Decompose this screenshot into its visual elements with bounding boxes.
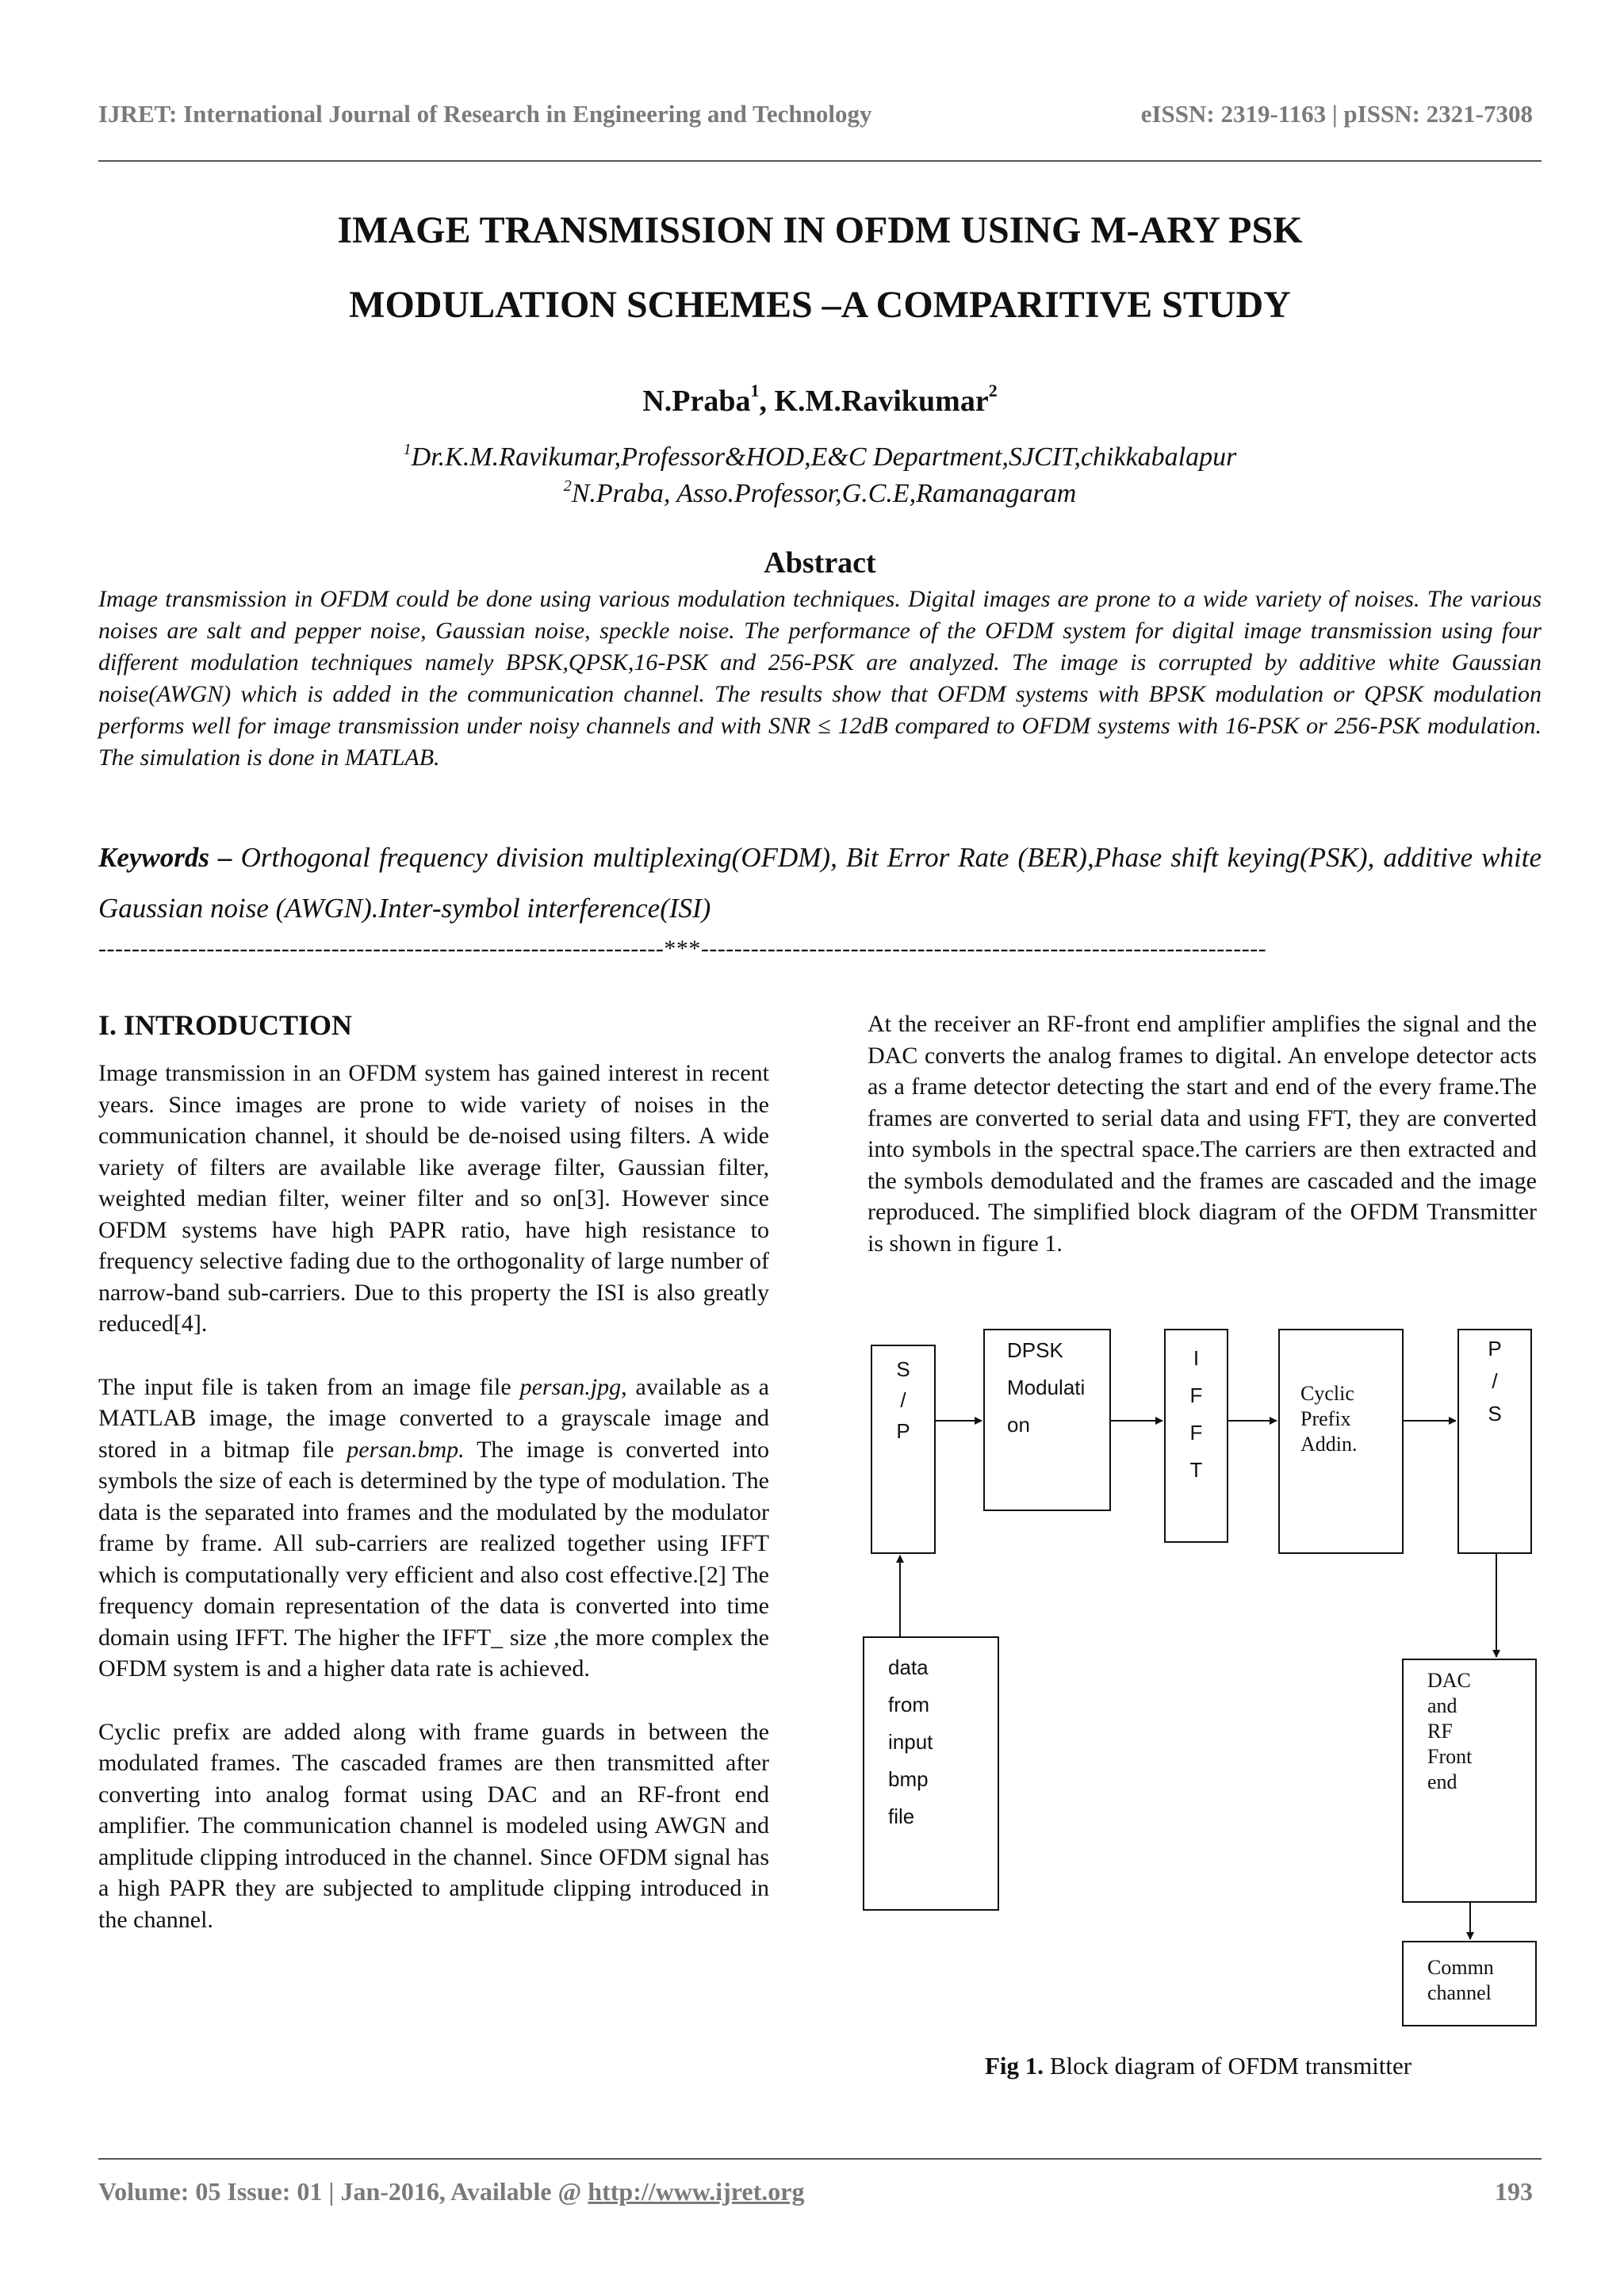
cyclic-prefix-block xyxy=(1278,1329,1404,1554)
ifft-label-t: T xyxy=(1189,1458,1203,1482)
intro-paragraph-1: Image transmission in an OFDM system has gained interest in recent years. Since images are prone to wide variety of noises in the communication channel, it should be de-noised using filters. A wide variety of filters are available like average filter, Gaussian filter, weighted median filter, weiner filter and so on[3]. However since OFDM systems have high PAPR ratio, have high resistance to frequency selective fading due to the orthogonality of large number of narrow-band sub-carriers. Due to this property the ISI is also greatly reduced[4]. xyxy=(98,1060,769,1337)
file-name-bmp: persan.bmp. xyxy=(347,1436,465,1463)
cyclic-label-1: Cyclic xyxy=(1300,1382,1354,1405)
channel-label-2: channel xyxy=(1427,1981,1492,2004)
affiliation-1-text: Dr.K.M.Ravikumar,Professor&HOD,E&C Department,SJCIT,chikkabalapur xyxy=(411,442,1237,472)
block-diagram xyxy=(856,1316,1554,2045)
sp-label-s: S xyxy=(896,1357,910,1381)
ps-label-p: P xyxy=(1488,1337,1502,1360)
data-label-2: from xyxy=(888,1693,929,1716)
sp-label-slash: / xyxy=(900,1388,906,1412)
affiliation-1-superscript: 1 xyxy=(403,441,412,458)
intro-paragraph-4: At the receiver an RF-front end amplifier amplifies the signal and the DAC converts the analog frames to digital. An envelope detector acts as a frame detector detecting the start and end of the every frame.The frames are converted to serial data and using FFT, they are converted into symbols in the spectral space.The carriers are then extracted and the symbols demodulated and the frames are cascaded and the image reproduced. The simplified block diagram of the OFDM Transmitter is shown in figure 1. xyxy=(868,1011,1537,1257)
header-divider xyxy=(98,160,1542,162)
dac-label-1: DAC xyxy=(1427,1669,1471,1692)
affiliation-2-text: N.Praba, Asso.Professor,G.C.E,Ramanagaram xyxy=(571,479,1077,508)
sp-label-p: P xyxy=(896,1419,910,1443)
intro-paragraph-2-part-a: The input file is taken from an image file xyxy=(98,1373,520,1400)
data-label-3: input xyxy=(888,1730,933,1754)
dac-rf-block xyxy=(1402,1659,1537,1903)
dac-label-4: Front xyxy=(1427,1745,1473,1768)
data-label-1: data xyxy=(888,1655,929,1679)
author-list xyxy=(98,381,1542,419)
left-column xyxy=(98,1058,769,1967)
figure-caption xyxy=(985,2052,1411,2080)
journal-url-link[interactable]: http://www.ijret.org xyxy=(588,2177,805,2206)
data-label-4: bmp xyxy=(888,1767,929,1791)
comm-channel-block xyxy=(1402,1941,1537,2026)
cyclic-label-3: Addin. xyxy=(1300,1433,1358,1456)
author-2-superscript: 2 xyxy=(988,381,998,400)
affiliation-1 xyxy=(98,442,1542,473)
section-heading-introduction: I. INTRODUCTION xyxy=(98,1009,353,1041)
section-separator: --------------------------------------------------------------------***-------------------------------------------------------------------- xyxy=(98,936,1267,962)
file-name-jpg: persan.jpg xyxy=(519,1373,622,1400)
affiliation-2-superscript: 2 xyxy=(563,477,572,495)
ifft-label-f2: F xyxy=(1189,1421,1203,1445)
dac-label-5: end xyxy=(1427,1770,1457,1793)
channel-label-1: Commn xyxy=(1427,1956,1494,1979)
dac-label-2: and xyxy=(1427,1694,1457,1717)
data-label-5: file xyxy=(888,1804,915,1828)
author-separator: , xyxy=(759,385,775,418)
dpsk-label-2: Modulati xyxy=(1007,1376,1086,1399)
journal-name: IJRET: International Journal of Research in Engineering and Technology xyxy=(98,100,872,128)
intro-paragraph-2-part-b: , available as a MATLAB image, the image converted to a grayscale image and stored in a bitmap file xyxy=(98,1373,769,1463)
data-input-block xyxy=(863,1636,999,1911)
cyclic-label-2: Prefix xyxy=(1300,1407,1351,1430)
footer-divider xyxy=(98,2158,1542,2160)
keywords xyxy=(98,832,1542,934)
abstract-heading: Abstract xyxy=(764,546,876,580)
paper-title-line-1: IMAGE TRANSMISSION IN OFDM USING M-ARY PSK xyxy=(337,209,1303,251)
dpsk-modulation-block xyxy=(983,1329,1111,1511)
footer-volume-text: Volume: 05 Issue: 01 | Jan-2016, Available @ xyxy=(98,2177,588,2206)
page-number: 193 xyxy=(1495,2177,1533,2206)
dac-label-3: RF xyxy=(1427,1720,1453,1743)
ifft-label-i: I xyxy=(1193,1346,1200,1370)
keywords-label: Keywords – xyxy=(98,842,232,873)
author-1-superscript: 1 xyxy=(750,381,760,400)
paper-title-line-2: MODULATION SCHEMES –A COMPARITIVE STUDY xyxy=(349,284,1291,326)
ifft-block xyxy=(1164,1329,1228,1543)
dpsk-label-1: DPSK xyxy=(1007,1338,1063,1362)
intro-paragraph-2-part-c: The image is converted into symbols the size of each is determined by the type of modulation. The data is the separated into frames and the modulated by the modulator frame by frame. All sub-carriers are realized together using IFFT which is computationally very efficient and also cost effective.[2] The frequency domain representation of the data is converted into time domain using IFFT. The higher the IFFT_ size ,the more complex the OFDM system is and a higher data rate is achieved. xyxy=(98,1436,769,1682)
keywords-text: Orthogonal frequency division multiplexing(OFDM), Bit Error Rate (BER),Phase shift keying(PSK), additive white Gaussian noise (AWGN).Inter-symbol interference(ISI) xyxy=(98,842,1542,924)
figure-label: Fig 1. xyxy=(985,2052,1044,2080)
sp-block xyxy=(871,1345,936,1554)
ps-block xyxy=(1457,1329,1532,1554)
figure-caption-text: Block diagram of OFDM transmitter xyxy=(1044,2052,1412,2080)
ifft-label-f1: F xyxy=(1189,1383,1203,1407)
intro-paragraph-3: Cyclic prefix are added along with frame guards in between the modulated frames. The cascaded frames are then transmitted after converting into analog format using DAC and an RF-front end amplifier. The communication channel is modeled using AWGN and amplitude clipping introduced in the channel. Since OFDM signal has a high PAPR they are subjected to amplitude clipping introduced in the channel. xyxy=(98,1718,769,1933)
intro-paragraph-2 xyxy=(98,1372,769,1685)
ps-label-s: S xyxy=(1488,1402,1502,1425)
ps-label-slash: / xyxy=(1492,1369,1498,1393)
affiliation-2 xyxy=(98,479,1542,509)
footer-volume-info xyxy=(98,2177,804,2206)
abstract-text: Image transmission in OFDM could be done using various modulation techniques. Digital images are prone to a wide variety of noises. The various noises are salt and pepper noise, Gaussian noise, speckle noise. The performance of the OFDM system for digital image transmission using four different modulation techniques namely BPSK,QPSK,16-PSK and 256-PSK are analyzed. The image is corrupted by additive white Gaussian noise(AWGN) which is added in the communication channel. The results show that OFDM systems with BPSK modulation or QPSK modulation performs well for image transmission under noisy channels and with SNR ≤ 12dB compared to OFDM systems with 16-PSK or 256-PSK modulation. The simulation is done in MATLAB. xyxy=(98,586,1542,771)
dpsk-label-3: on xyxy=(1007,1413,1030,1437)
issn: eISSN: 2319-1163 | pISSN: 2321-7308 xyxy=(1140,100,1533,128)
author-2: K.M.Ravikumar xyxy=(774,385,989,418)
author-1: N.Praba xyxy=(642,385,751,418)
